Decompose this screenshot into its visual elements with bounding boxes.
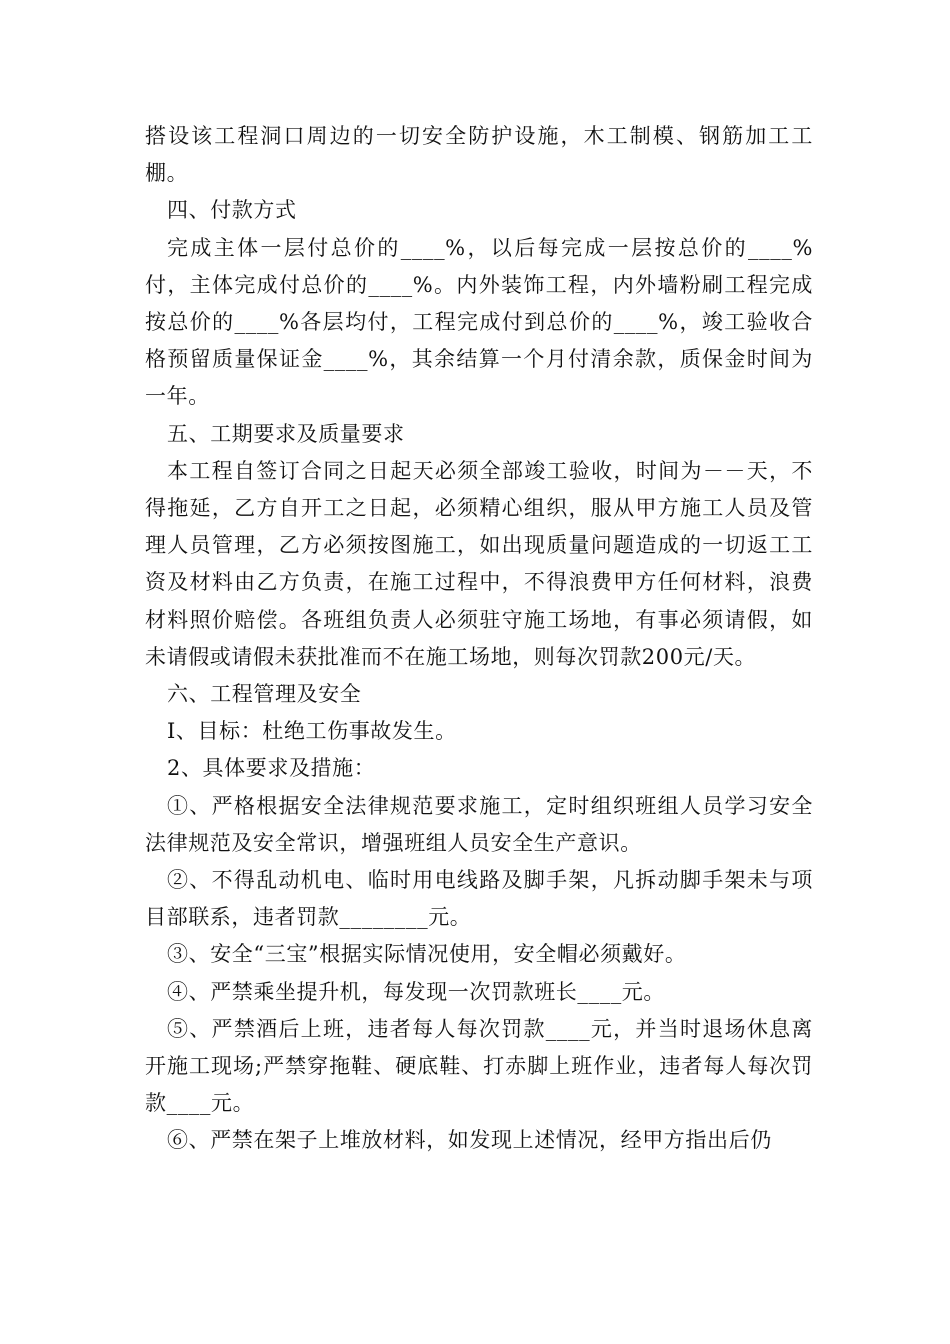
heading-payment-method: 四、付款方式	[167, 198, 297, 223]
list-item-6: ⑥、严禁在架子上堆放材料，如发现上述情况，经甲方指出后仍	[167, 1128, 772, 1153]
paragraph-requirements-heading: 2、具体要求及措施：	[167, 756, 376, 781]
paragraph-safety-goal: I、目标：杜绝工伤事故发生。	[167, 719, 457, 744]
heading-schedule-quality: 五、工期要求及质量要求	[167, 421, 405, 446]
document-body	[145, 118, 813, 1160]
list-item-2: ②、不得乱动机电、临时用电线路及脚手架，凡拆动脚手架未与项目部联系，违者罚款________元。	[145, 868, 813, 930]
list-item-4: ④、严禁乘坐提升机，每发现一次罚款班长____元。	[167, 979, 665, 1004]
heading-management-safety: 六、工程管理及安全	[167, 682, 362, 707]
list-item-5: ⑤、严禁酒后上班，违者每人每次罚款____元，并当时退场休息离开施工现场;严禁穿拖鞋、硬底鞋、打赤脚上班作业，违者每人每次罚款____元。	[145, 1016, 813, 1116]
paragraph-schedule-terms: 本工程自签订合同之日起天必须全部竣工验收，时间为－－天，不得拖延，乙方自开工之日起，必须精心组织，服从甲方施工人员及管理人员管理，乙方必须按图施工，如出现质量问题造成的一切返工工资及材料由乙方负责，在施工过程中，不得浪费甲方任何材料，浪费材料照价赔偿。各班组负责人必须驻守施工场地，有事必须请假，如未请假或请假未获批准而不在施工场地，则每次罚款200元/天。	[145, 458, 813, 669]
paragraph-payment-terms: 完成主体一层付总价的____%，以后每完成一层按总价的____%付，主体完成付总价的____%。内外装饰工程，内外墙粉刷工程完成按总价的____%各层均付，工程完成付到总价的____%，竣工验收合格预留质量保证金____%，其余结算一个月付清余款，质保金时间为一年。	[145, 235, 813, 409]
paragraph-scaffold-facilities: 搭设该工程洞口周边的一切安全防护设施，木工制模、钢筋加工工棚。	[145, 124, 813, 186]
list-item-1: ①、严格根据安全法律规范要求施工，定时组织班组人员学习安全法律规范及安全常识，增强班组人员安全生产意识。	[145, 793, 813, 855]
list-item-3: ③、安全“三宝”根据实际情况使用，安全帽必须戴好。	[167, 942, 687, 967]
